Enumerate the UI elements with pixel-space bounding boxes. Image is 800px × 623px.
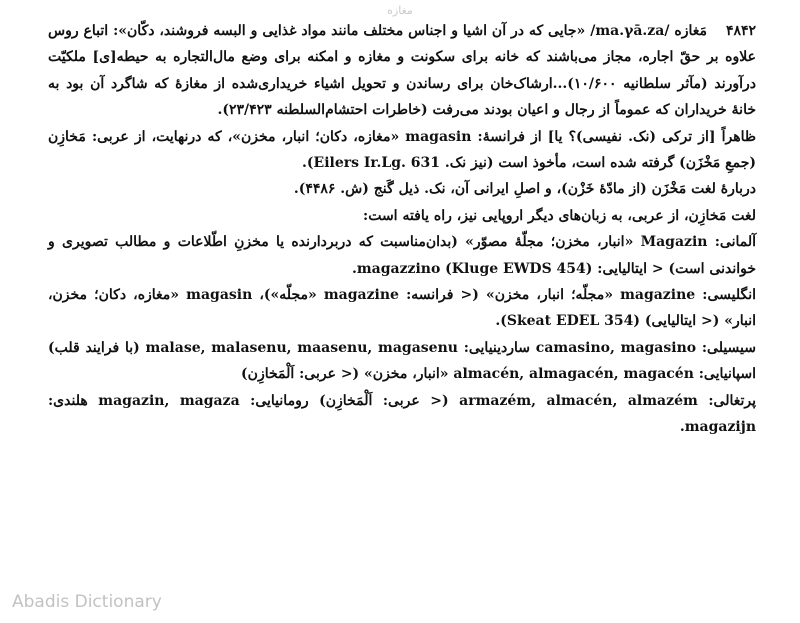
transliteration: /ma.γā.za/ bbox=[590, 23, 670, 39]
english-paragraph: انگلیسی: magazine «مجلّه؛ انبار، مخزن» (< فرانسه: magazine «مجلّه»)، magasin «مغازه، دکان؛ مخزن، انبار» (< ایتالیایی) (Skeat EDEL 354). bbox=[48, 287, 756, 330]
headword: مَغازه bbox=[674, 23, 707, 39]
site-watermark: Abadis Dictionary bbox=[12, 592, 162, 612]
entry-number: ۴۸۴۲ bbox=[725, 23, 757, 39]
root-note-paragraph: دربارهٔ لغت مَخْزَن (از مادّهٔ خَزْن)، و اصلِ ایرانی آن، نک. ذیل گَنج (ش. ۴۴۸۶). bbox=[293, 181, 756, 198]
borrowing-intro-paragraph: لغت مَخازِن، از عربی، به زبان‌های دیگر اروپایی نیز، راه یافته است: bbox=[363, 207, 756, 224]
dictionary-entry bbox=[48, 18, 756, 441]
definition-text: «جایی که در آن اشیا و اجناس مختلف مانند مواد غذایی و البسه فروشند، دکّان»: اتباع روس علاوه بر حقّ اجاره، مجاز می‌باشند که خانه برای سکونت و مغازه و امکنه برای وضع مال‌التجاره به حیطه[ی] ملکیّت درآورند (مآثر سلطانیه ۱۰/۶۰۰)...ارشاک‌خان برای رساندن و تحویل اشیاء خریداری‌شده از مغازهٔ که شاگرد آن بود به خانهٔ خریداران که عموماً از رجال و اعیان بودند می‌رفت (خاطرات احتشام‌السلطنه ۲۳/۴۲۳). bbox=[48, 23, 756, 119]
top-watermark: مغازه bbox=[387, 4, 413, 17]
portuguese-romanian-dutch-paragraph: پرتغالی: armazém, almacén, almazém (< عربی: اَلْمَخازِن) رومانیایی: magazin, magaza هلندی: magazijn. bbox=[48, 392, 756, 436]
etymology-paragraph: ظاهراً [از ترکی (نک. نفیسی)؟ یا] از فرانسهٔ: magasin «مغازه، دکان؛ انبار، مخزن»، که درنهایت، از عربی: مَخازِن (جمعِ مَخْزَن) گرفته شده است، مأخوذ است (نیز نک. Eilers Ir.Lg. 631). bbox=[48, 128, 756, 172]
german-paragraph: آلمانی: Magazin «انبار، مخزن؛ مجلّهٔ مصوّر» (بدان‌مناسبت که دربردارنده یا مخزنِ اطّلاعات و مطالب تصویری و خواندنی است) < ایتالیایی: magazzino (Kluge EWDS 454). bbox=[48, 234, 756, 277]
entry-paragraph-1 bbox=[48, 18, 756, 124]
sicilian-spanish-paragraph: سیسیلی: camasino, magasino ساردینیایی: malase, malasenu, maasenu, magasenu (با فرایند قلب) اسپانیایی: almacén, almagacén, magacén «انبار، مخزن» (< عربی: اَلْمَخازِن) bbox=[48, 339, 756, 383]
